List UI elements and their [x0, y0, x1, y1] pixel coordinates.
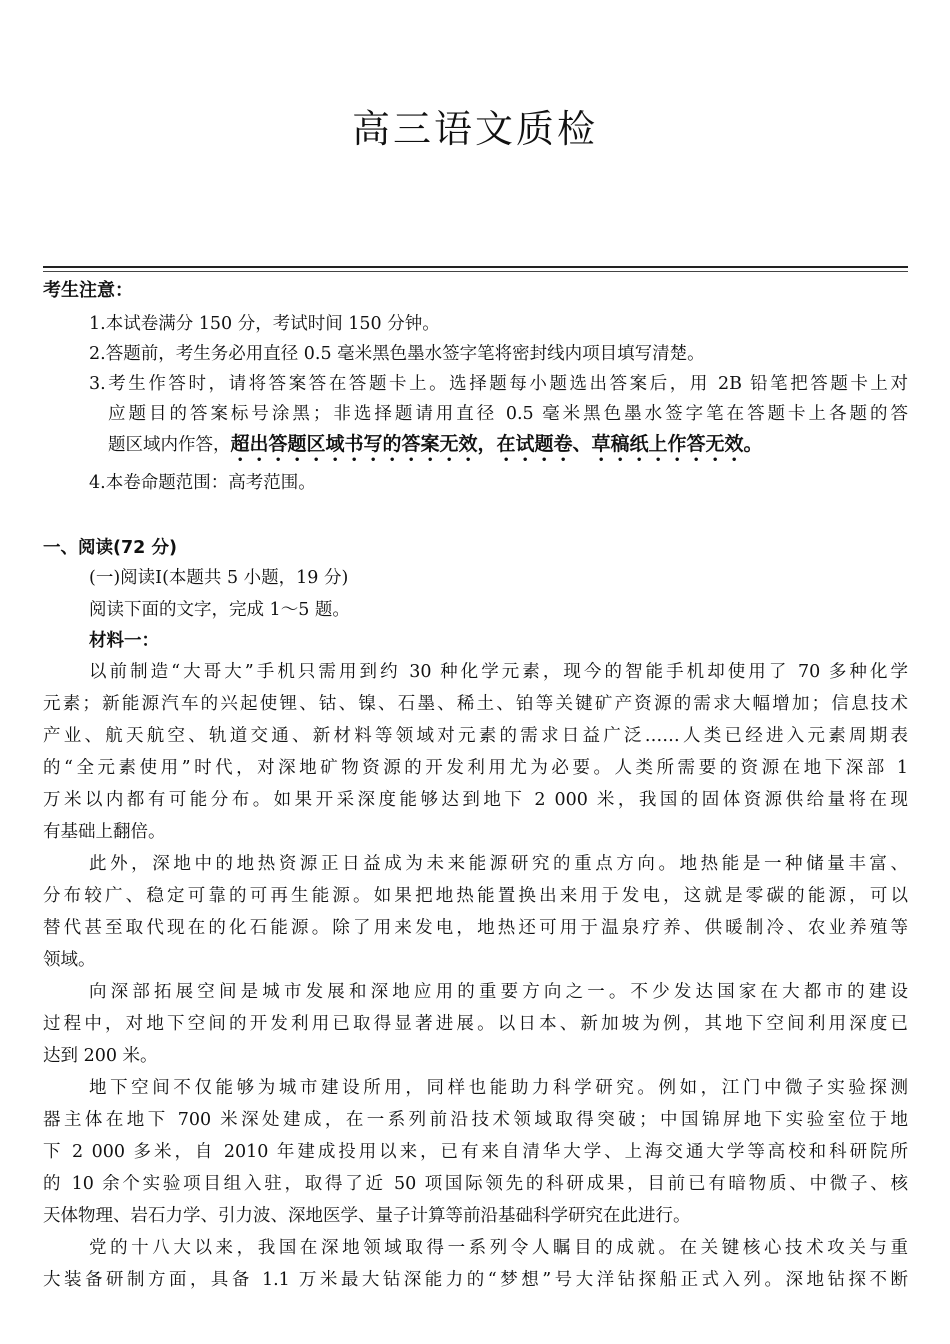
material-label: 材料一：: [89, 631, 159, 651]
section-instruction: 阅读下面的文字，完成 1～5 题。: [89, 600, 350, 620]
passage-line: 党的十八大以来，我国在深地领域取得一系列令人瞩目的成就。在关键核心技术攻关与重: [89, 1238, 908, 1258]
section-heading: 一、阅读(72 分): [43, 538, 177, 558]
notice-item-3: 3.考生作答时，请将答案答在答题卡上。选择题每小题选出答案后，用 2B 铅笔把答题卡上对: [89, 374, 908, 394]
header-divider-thick: [43, 266, 908, 268]
passage-line: 达到 200 米。: [43, 1046, 158, 1066]
notice-heading: 考生注意：: [43, 280, 133, 301]
notice-emphasis: 超出答题区域书写的答案无效，在试题卷、草稿纸上作答无效。: [230, 433, 763, 455]
passage-line: 此外，深地中的地热资源正日益成为未来能源研究的重点方向。地热能是一种储量丰富、: [89, 854, 908, 874]
notice-item-4: 4.本卷命题范围：高考范围。: [89, 473, 316, 493]
passage-line: 下 2 000 多米，自 2010 年建成投用以来，已有来自清华大学、上海交通大学等高校和科研院所: [43, 1142, 908, 1162]
passage-line: 向深部拓展空间是城市发展和深地应用的重要方向之一。不少发达国家在大都市的建设: [89, 982, 908, 1002]
page-title: 高三语文质检: [351, 107, 598, 151]
passage-line: 器主体在地下 700 米深处建成，在一系列前沿技术领域取得突破；中国锦屏地下实验室位于地: [43, 1110, 908, 1130]
passage-line: 大装备研制方面，具备 1.1 万米最大钻深能力的“梦想”号大洋钻探船正式入列。深地钻探不断: [43, 1270, 908, 1290]
passage-line: 产业、航天航空、轨道交通、新材料等领域对元素的需求日益广泛……人类已经进入元素周期表: [43, 726, 908, 746]
notice-item-1: 1.本试卷满分 150 分，考试时间 150 分钟。: [89, 314, 440, 334]
passage-line: 替代甚至取代现在的化石能源。除了用来发电，地热还可用于温泉疗养、供暖制冷、农业养殖等: [43, 918, 908, 938]
passage-line: 的“全元素使用”时代，对深地矿物资源的开发利用尤为必要。人类所需要的资源在地下深部 1: [43, 758, 908, 778]
passage-line: 过程中，对地下空间的开发利用已取得显著进展。以日本、新加坡为例，其地下空间利用深度已: [43, 1014, 908, 1034]
section-sub-heading: (一)阅读Ⅰ(本题共 5 小题，19 分): [89, 568, 349, 588]
passage-line: 领域。: [43, 950, 96, 970]
passage-line: 的 10 余个实验项目组入驻，取得了近 50 项国际领先的科研成果，目前已有暗物质、中微子、核: [43, 1174, 908, 1194]
passage-line: 有基础上翻倍。: [43, 822, 166, 842]
notice-item-3-tail-text: 题区域内作答，: [108, 435, 231, 455]
passage-line: 以前制造“大哥大”手机只需用到约 30 种化学元素，现今的智能手机却使用了 70 多种化学: [89, 662, 908, 682]
passage-line: 万米以内都有可能分布。如果开采深度能够达到地下 2 000 米，我国的固体资源供给量将在现: [43, 790, 908, 810]
notice-item-2: 2.答题前，考生务必用直径 0.5 毫米黑色墨水签字笔将密封线内项目填写清楚。: [89, 344, 705, 364]
passage-line: 元素；新能源汽车的兴起使锂、钴、镍、石墨、稀土、铂等关键矿产资源的需求大幅增加；信息技术: [43, 694, 908, 714]
header-divider-thin: [43, 271, 908, 272]
notice-item-3-cont: 应题目的答案标号涂黑；非选择题请用直径 0.5 毫米黑色墨水签字笔在答题卡上各题的答: [108, 404, 908, 424]
passage-line: 分布较广、稳定可靠的可再生能源。如果把地热能置换出来用于发电，这就是零碳的能源，可以: [43, 886, 908, 906]
passage-line: 天体物理、岩石力学、引力波、深地医学、量子计算等前沿基础科学研究在此进行。: [43, 1206, 691, 1226]
passage-line: 地下空间不仅能够为城市建设所用，同样也能助力科学研究。例如，江门中微子实验探测: [89, 1078, 908, 1098]
notice-item-3-tail: [108, 432, 763, 456]
